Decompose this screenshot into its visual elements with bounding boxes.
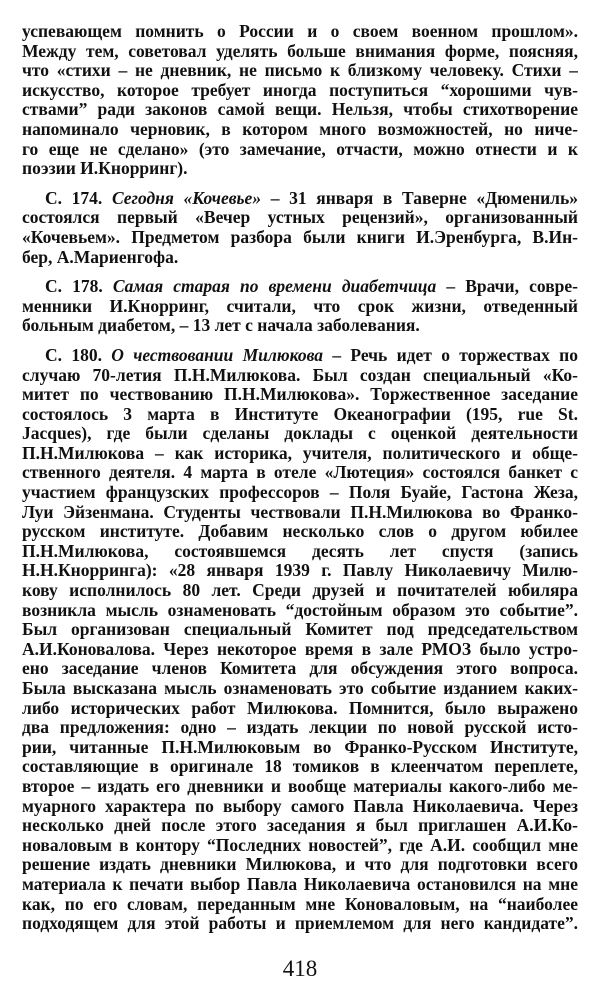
- text-line: Был организован специальный Комитет под председательством: [22, 620, 578, 640]
- page-reference: С. 174.: [45, 188, 112, 208]
- text-line: материала к печати выбор Павла Николаевича остановился на мне: [22, 874, 578, 894]
- page-reference: С. 178.: [45, 277, 113, 297]
- text-line: несколько дней после этого заседания я был приглашен А.И.Ко-: [22, 816, 578, 836]
- text-line: искусство, которое требует иногда поступиться “хорошими чув-: [22, 80, 578, 100]
- text-line: ственного деятеля. 4 марта в отеле «Лютеция» состоялся банкет с: [22, 463, 578, 483]
- text-line: Луи Эйзенмана. Студенты чествовали П.Н.Милюкова во Франко-: [22, 502, 578, 522]
- heading-line-text: – Речь идет о торжествах по: [323, 345, 578, 365]
- text-line: Между тем, советовал уделять больше внимания форме, поясняя,: [22, 41, 578, 61]
- paragraph: [22, 22, 578, 179]
- text-line: состоялся первый «Вечер устных рецензий», организованный: [22, 208, 578, 228]
- text-line: «Кочевьем». Предметом разбора были книги И.Эренбурга, В.Ин-: [22, 227, 578, 247]
- text-line: как, по его словам, переданным мне Коноваловым, на “наиболее: [22, 894, 578, 914]
- text-line: составляющие в оригинале 18 томиков в клеенчатом переплете,: [22, 757, 578, 777]
- text-line: Jacques), где были сделаны доклады с оценкой деятельности: [22, 424, 578, 444]
- commentary-heading-line: [22, 189, 578, 209]
- text-line: второе – издать его дневники и вообще материалы какого-либо ме-: [22, 776, 578, 796]
- text-line: поэзии И.Кнорринг).: [22, 159, 188, 179]
- text-line: рии, читанные П.Н.Милюковым во Франко-Русском Институте,: [22, 737, 578, 757]
- text-line: бер, А.Мариенгофа.: [22, 247, 179, 267]
- text-line: новаловым в контору “Последних новостей”, где А.И. сообщил мне: [22, 835, 578, 855]
- text-line: напоминало черновик, в котором много возможностей, но ниче-: [22, 119, 578, 139]
- page-body: [22, 22, 578, 944]
- text-line: русском институте. Добавим несколько слов о другом юбилее: [22, 522, 578, 542]
- commentary-title: О чествовании Милюкова: [111, 345, 324, 365]
- text-line: ено заседание членов Комитета для обсуждения этого вопроса.: [22, 659, 578, 679]
- paragraph: [22, 277, 578, 336]
- text-line: решение издать дневники Милюкова, и что для подготовки всего: [22, 855, 578, 875]
- text-line: го еще не сделано» (это замечание, отчасти, можно отнести и к: [22, 139, 578, 159]
- text-line: подходящем для этой работы и приемлемом для него кандидате”.: [22, 914, 578, 934]
- text-line: возникла мысль ознаменовать “достойным образом это событие”.: [22, 600, 578, 620]
- text-line: случаю 70-летия П.Н.Милюкова. Был создан специальный «Ко-: [22, 365, 578, 385]
- text-line: ствами” ради законов самой вещи. Нельзя, чтобы стихотворение: [22, 100, 578, 120]
- text-line: П.Н.Милюкова, состоявшемся десять лет спустя (запись: [22, 541, 578, 561]
- commentary-heading-line: [22, 277, 578, 297]
- commentary-title: Самая старая по времени диабетчица: [112, 277, 437, 297]
- page-number: 418: [282, 956, 318, 981]
- heading-line-text: – 31 января в Таверне «Дюмениль»: [261, 188, 578, 208]
- commentary-heading-line: [22, 346, 578, 366]
- text-line: А.И.Коновалова. Через некоторое время в зале РМОЗ было устро-: [22, 639, 578, 659]
- commentary-title: Сегодня «Кочевье»: [111, 188, 262, 208]
- text-line: что «стихи – не дневник, не письмо к близкому человеку. Стихи –: [22, 61, 578, 81]
- text-line: муарного характера по выбору самого Павла Николаевича. Через: [22, 796, 578, 816]
- paragraph: [22, 189, 578, 267]
- text-line: кову исполнилось 80 лет. Среди друзей и почитателей юбиляра: [22, 581, 578, 601]
- page-reference: С. 180.: [45, 345, 112, 365]
- text-line: больным диабетом, – 13 лет с начала заболевания.: [22, 316, 420, 336]
- text-line: Н.Н.Кнорринга): «28 января 1939 г. Павлу Николаевичу Милю-: [22, 561, 578, 581]
- text-line: митет по чествованию П.Н.Милюкова». Торжественное заседание: [22, 385, 578, 405]
- text-line: менники И.Кнорринг, считали, что срок жизни, отведенный: [22, 296, 578, 316]
- paragraph: [22, 346, 578, 934]
- heading-line-text: – Врачи, совре-: [436, 277, 578, 297]
- text-line: успевающем помнить о России и о своем военном прошлом».: [22, 22, 578, 41]
- text-line: П.Н.Милюкова – как историка, учителя, политического и обще-: [22, 443, 578, 463]
- text-line: либо исторических работ Милюкова. Помнится, было выражено: [22, 698, 578, 718]
- text-line: состоялось 3 марта в Институте Океанографии (195, rue St.: [22, 404, 578, 424]
- text-line: участием французских профессоров – Поля Буайе, Гастона Жеза,: [22, 483, 578, 503]
- text-line: Была высказана мысль ознаменовать это событие изданием каких-: [22, 679, 578, 698]
- text-line: два предложения: одно – издать лекции по новой русской исто-: [22, 718, 578, 738]
